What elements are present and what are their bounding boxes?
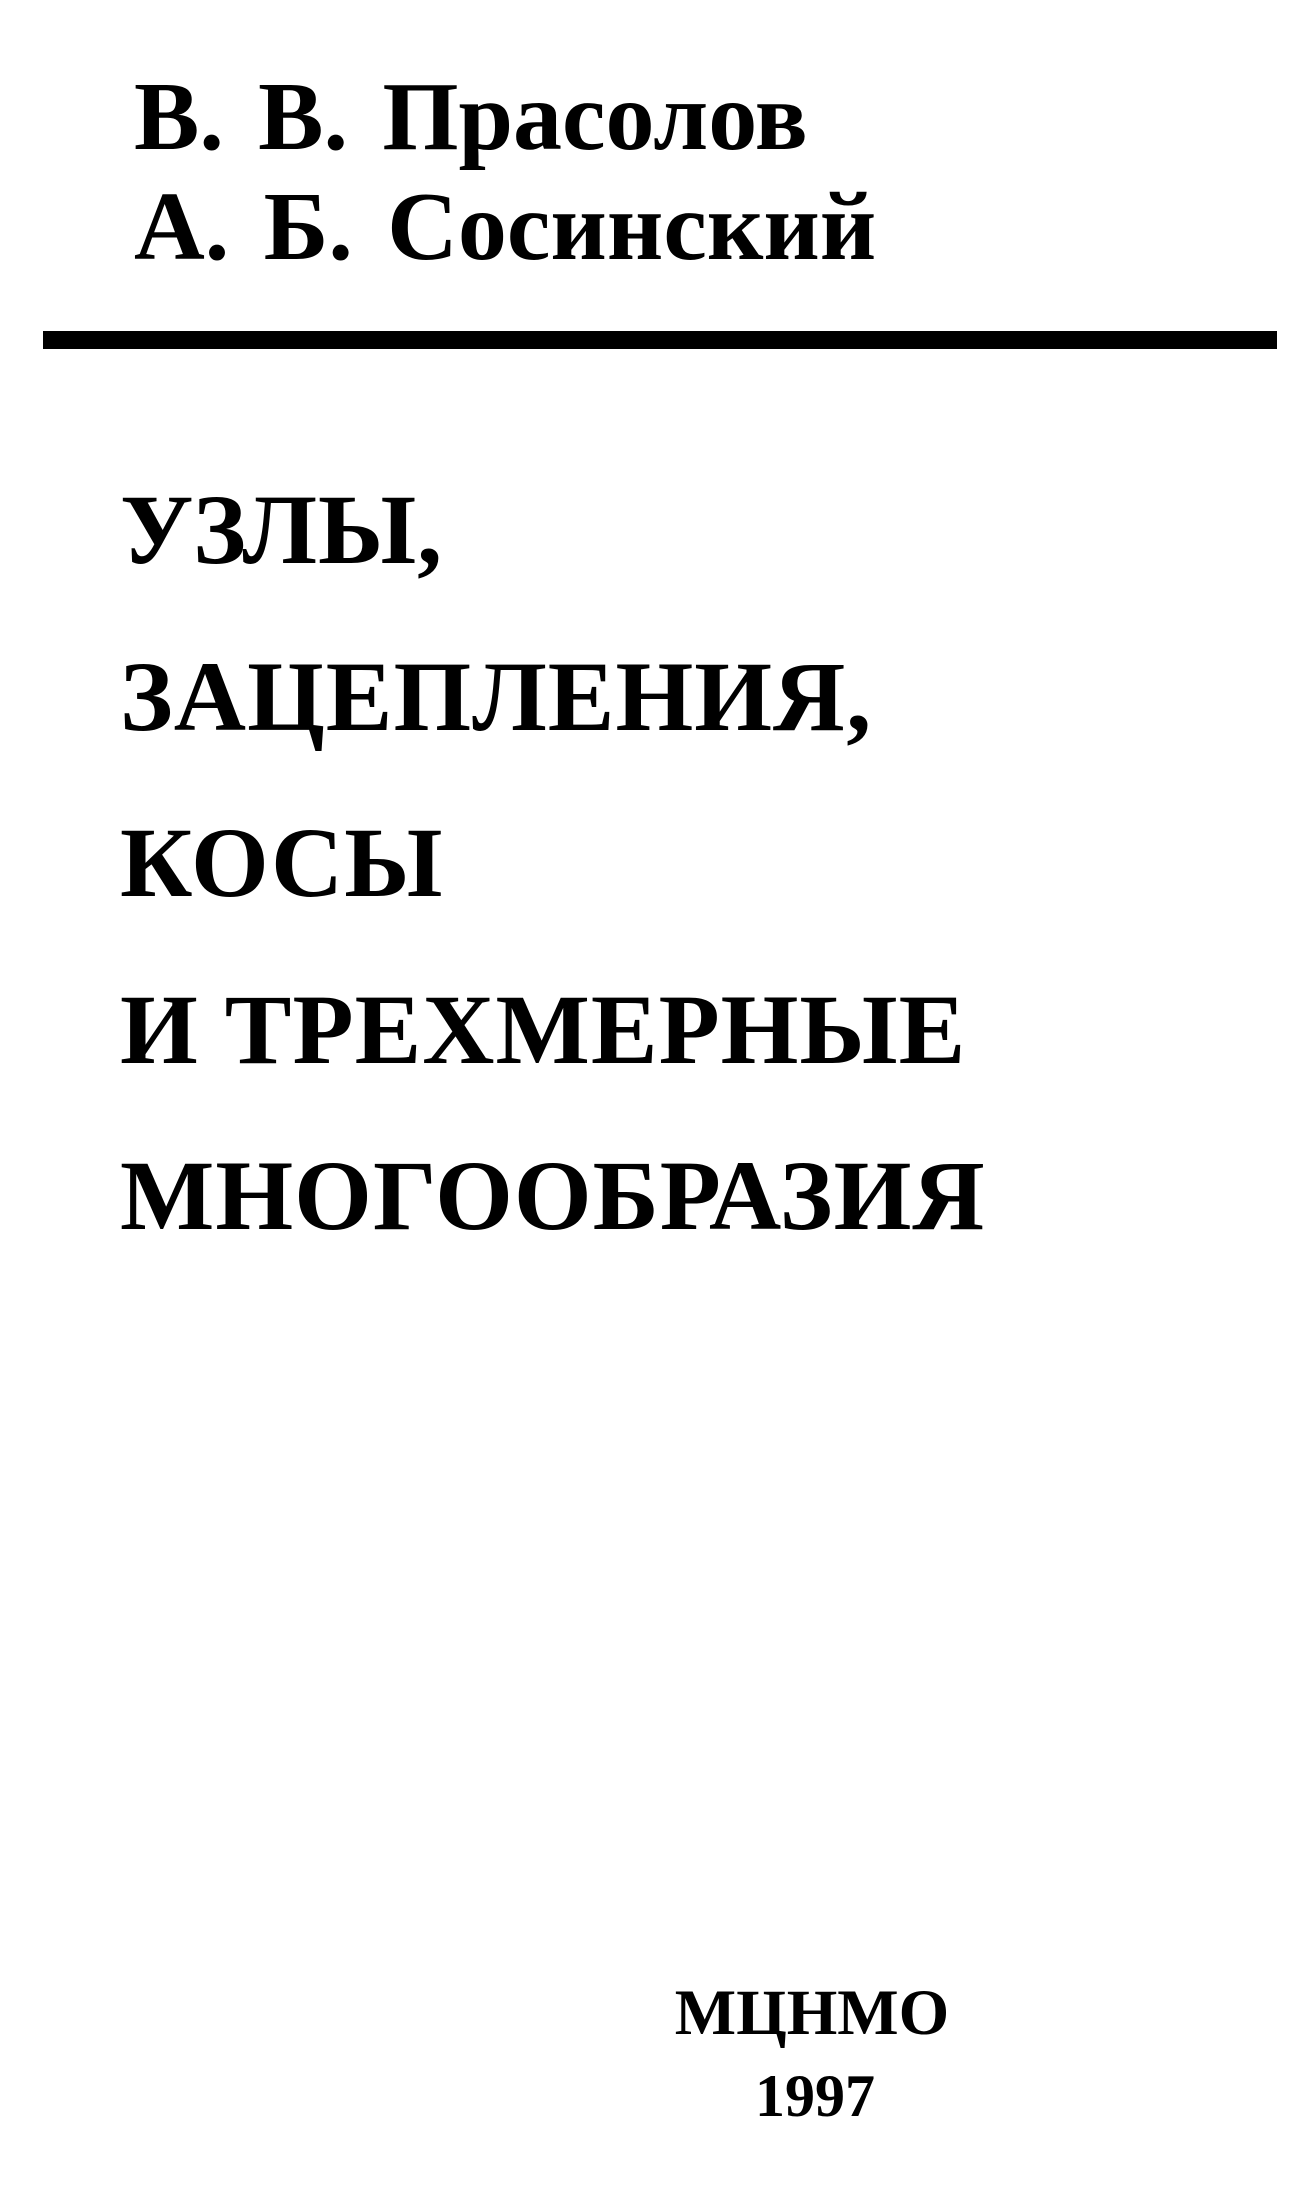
title-line-3: КОСЫ [120,807,444,918]
publisher-year: 1997 [755,2063,875,2129]
title-line-1: УЗЛЫ, [120,474,444,585]
author-line-2: А. Б. Сосинский [134,173,877,281]
divider-rule [43,331,1277,349]
title-line-5: МНОГООБРАЗИЯ [120,1140,986,1251]
publisher-name: МЦНМО [674,1977,950,2049]
title-line-4: И ТРЕХМЕРНЫЕ [120,974,967,1085]
title-line-2: ЗАЦЕПЛЕНИЯ, [120,641,873,752]
author-line-1: В. В. Прасолов [134,63,808,171]
